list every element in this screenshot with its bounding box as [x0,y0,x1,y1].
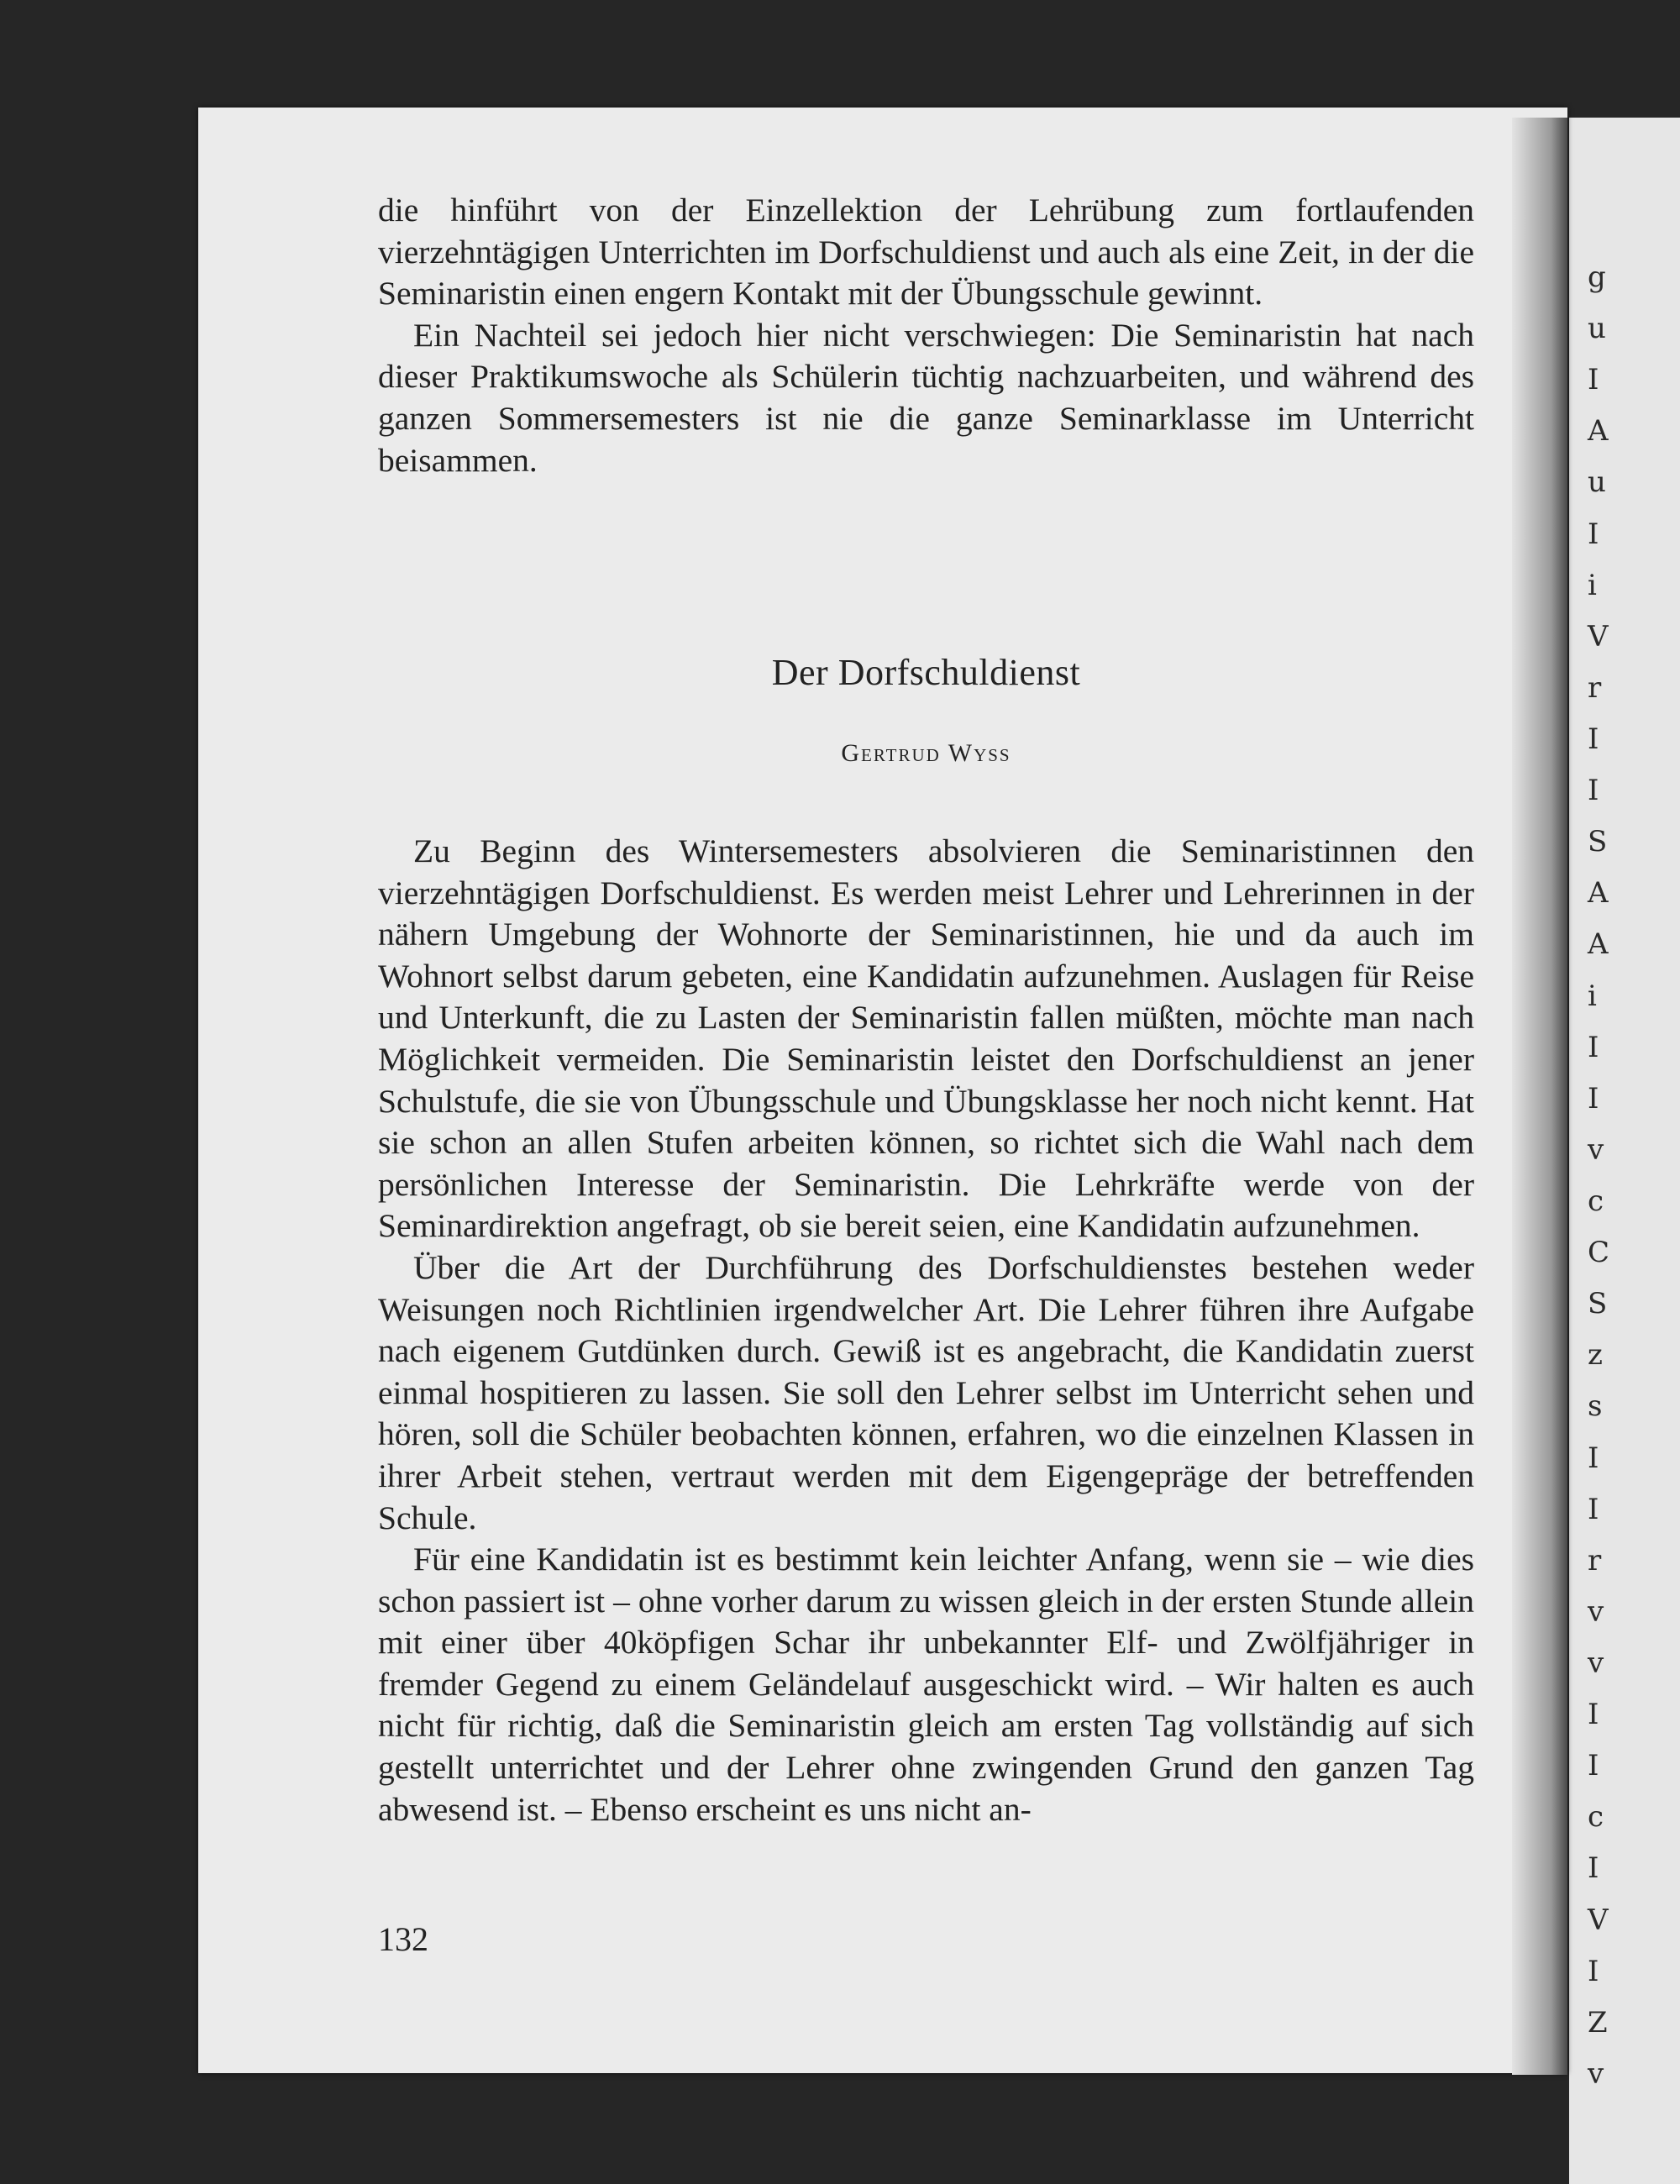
facing-page-fragment: s [1588,1389,1603,1424]
facing-page-fragment: v [1588,2056,1604,2091]
facing-page-fragment: v [1588,1594,1604,1629]
body-paragraph-1: Zu Beginn des Wintersemesters absolvieren die Seminaristinnen den vierzehntägigen Dorfschuldienst. Es werden meist Lehrer und Lehrerinnen in der nähern Umgebung der Wohnorte der Seminaristinnen, hie und da auch im Wohnort selbst darum gebeten, eine Kandidatin aufzunehmen. Auslagen für Reise und Unterkunft, die zu Lasten der Seminaristin fallen müßten, möchte man nach Möglichkeit vermeiden. Die Seminaristin leistet den Dorfschuldienst an jener Schulstufe, die sie von Übungsschule und Übungsklasse her noch nicht kennt. Hat sie schon an allen Stufen arbeiten können, so richtet sich die Wahl nach dem persönlichen Interesse der Seminaristin. Die Lehrkräfte werde von der Seminardirektion angefragt, ob sie bereit seien, eine Kandidatin aufzunehmen. [378,832,1474,1245]
facing-page-fragment: A [1588,414,1609,449]
facing-page-fragment: Z [1588,2005,1608,2040]
page-number: 132 [378,1920,428,1958]
facing-page-fragment: A [1588,927,1609,962]
facing-page-fragment: I [1588,722,1599,756]
facing-page-fragment: I [1588,1492,1599,1526]
continuation-paragraph-2: Ein Nachteil sei jedoch hier nicht verschwiegen: Die Seminaristin hat nach dieser Praktikumswoche als Schülerin tüchtig nachzuarbeiten, und während des ganzen Sommersemesters ist nie die ganze Seminarklasse im Unterricht beisammen. [378,316,1474,479]
facing-page [1569,118,1680,2184]
facing-page-fragment: u [1588,465,1606,500]
facing-page-fragment: c [1588,1184,1604,1218]
continuation-paragraph-1: die hinführt von der Einzellektion der Lehrübung zum fortlaufenden vierzehntägigen Unterrichten im Dorfschuldienst und auch als eine Zeit, in der die Seminaristin einen engern Kontakt mit der Übungsschule gewinnt. [378,192,1474,312]
facing-page-fragment: C [1588,1236,1610,1270]
facing-page-fragment: r [1588,670,1602,705]
page-gutter-shadow [1512,118,1567,2075]
facing-page-fragment: A [1588,876,1609,911]
facing-page-fragment: I [1588,1698,1599,1732]
facing-page-fragment: I [1588,517,1599,551]
facing-page-fragment: I [1588,363,1599,397]
section-title: Der Dorfschuldienst [771,652,1081,693]
facing-page-fragment: V [1588,1903,1609,1937]
facing-page-fragment: r [1588,1543,1602,1578]
facing-page-fragment: S [1588,1287,1608,1321]
facing-page-fragment: v [1588,1646,1604,1680]
facing-page-fragment: V [1588,619,1609,654]
facing-page-fragment: z [1588,1338,1603,1373]
facing-page-fragment: v [1588,1132,1604,1167]
facing-page-fragment: u [1588,312,1606,346]
facing-page-fragment: I [1588,774,1599,808]
facing-page-fragment: I [1588,1851,1599,1886]
section-author: Gertrud Wyss [841,739,1011,767]
facing-page-fragment: i [1588,568,1597,602]
body-paragraph-2: Über die Art der Durchführung des Dorfschuldienstes bestehen weder Weisungen noch Richtlinien irgendwelcher Art. Die Lehrer führen ihre Aufgabe nach eigenem Gutdünken durch. Gewiß ist es angebracht, die Kandidatin zuerst einmal hospitieren zu lassen. Sie soll den Lehrer selbst im Unterricht sehen und hören, soll die Schüler beobachten können, erfahren, wo die einzelnen Klassen in ihrer Arbeit stehen, vertraut werden mit dem Eigengepräge der betreffenden Schule. [378,1248,1474,1536]
facing-page-fragment: I [1588,1081,1599,1116]
facing-page-fragment: g [1588,260,1606,294]
body-paragraph-3: Für eine Kandidatin ist es bestimmt kein leichter Anfang, wenn sie – wie dies schon passiert ist – ohne vorher darum zu wissen gleich in der ersten Stunde allein mit einer über 40köpfigen Schar ihr unbekannter Elf- und Zwölfjähriger in fremder Gegend zu einem Geländelauf ausgeschickt wird. – Wir halten es auch nicht für richtig, daß die Seminaristin gleich am ersten Tag vollständig auf sich gestellt unterrichtet und der Lehrer ohne zwingenden Grund den ganzen Tag abwesend ist. – Ebenso erscheint es uns nicht an- [378,1541,1474,1828]
continuation-text [378,190,1474,481]
facing-page-fragment: S [1588,825,1608,859]
facing-page-fragment: I [1588,1749,1599,1783]
facing-page-fragment: I [1588,1441,1599,1475]
facing-page-fragment: I [1588,1030,1599,1064]
facing-page-fragment: I [1588,1954,1599,1988]
facing-page-fragment: c [1588,1800,1604,1835]
section-body [378,831,1474,1830]
facing-page-fragment: i [1588,979,1597,1013]
